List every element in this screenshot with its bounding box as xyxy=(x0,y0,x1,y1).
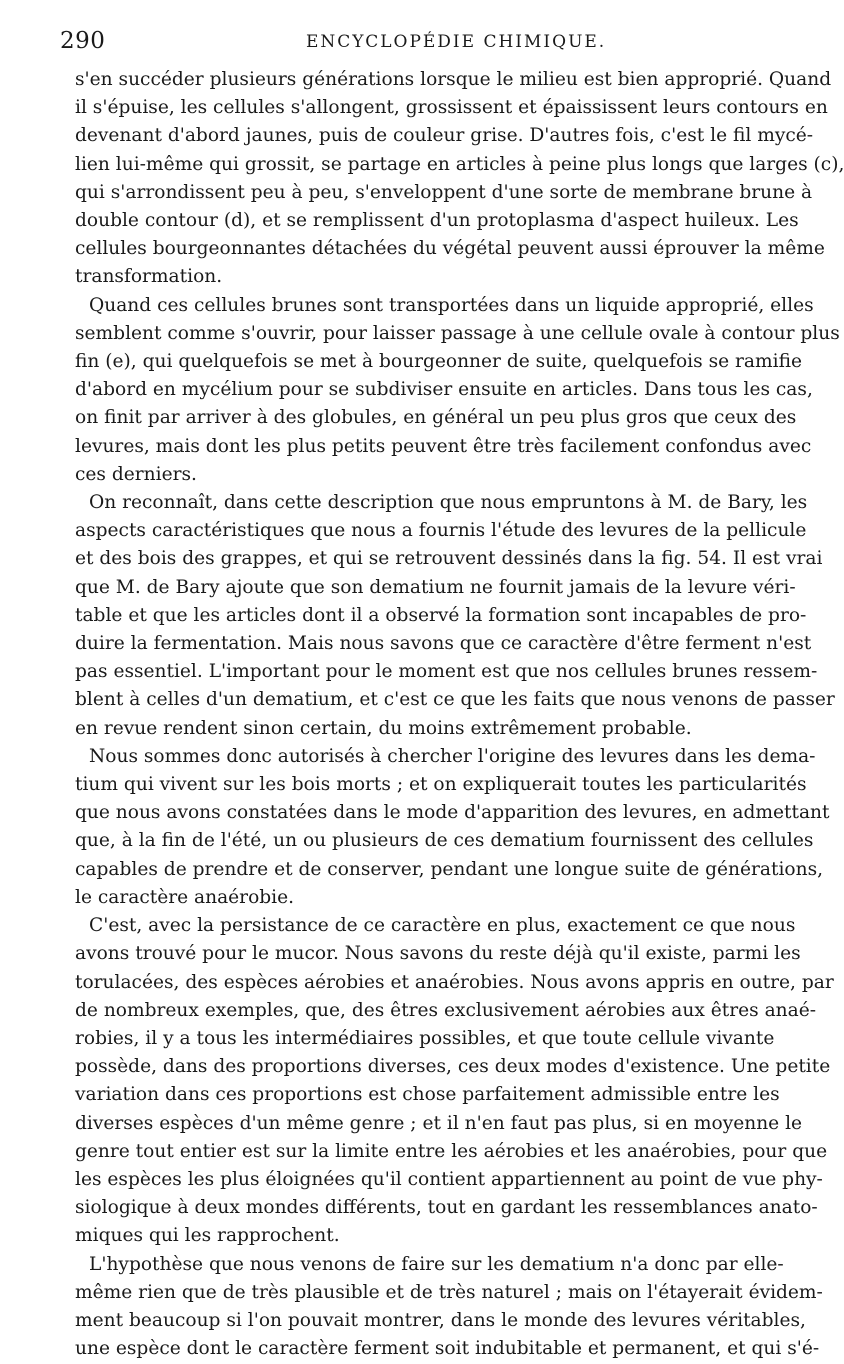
page-number: 290 xyxy=(60,28,106,54)
text-line: cellules bourgeonnantes détachées du végétal peuvent aussi éprouver la même xyxy=(75,238,825,260)
text-line: levures, mais dont les plus petits peuvent être très facilement confondus avec xyxy=(75,435,812,457)
text-line: Quand ces cellules brunes sont transportées dans un liquide approprié, elles xyxy=(89,294,814,316)
text-line: miques qui les rapprochent. xyxy=(75,1225,340,1247)
text-line: en revue rendent sinon certain, du moins extrêmement probable. xyxy=(75,717,692,739)
text-line: blent à celles d'un dematium, et c'est ce que les faits que nous venons de passer xyxy=(75,689,835,711)
text-line: qui s'arrondissent peu à peu, s'enveloppent d'une sorte de membrane brune à xyxy=(75,181,813,203)
running-title: ENCYCLOPÉDIE CHIMIQUE. xyxy=(306,32,607,52)
text-line: s'en succéder plusieurs générations lorsque le milieu est bien approprié. Quand xyxy=(75,69,832,90)
text-line: semblent comme s'ouvrir, pour laisser passage à une cellule ovale à contour plus xyxy=(75,322,840,344)
text-line: siologique à deux mondes différents, tout en gardant les ressemblances anato- xyxy=(75,1197,818,1219)
text-line: que, à la fin de l'été, un ou plusieurs de ces dematium fournissent des cellules xyxy=(75,830,814,852)
body-text xyxy=(75,66,844,1363)
text-line: de nombreux exemples, que, des êtres exclusivement aérobies aux êtres anaé- xyxy=(75,999,817,1021)
text-line: Nous sommes donc autorisés à chercher l'origine des levures dans les dema- xyxy=(89,745,816,767)
text-line: duire la fermentation. Mais nous savons que ce caractère d'être ferment n'est xyxy=(75,633,812,655)
text-line: il s'épuise, les cellules s'allongent, grossissent et épaississent leurs contours en xyxy=(75,97,828,119)
text-line: On reconnaît, dans cette description que nous empruntons à M. de Bary, les xyxy=(89,492,808,514)
text-line: diverses espèces d'un même genre ; et il n'en faut pas plus, si en moyenne le xyxy=(75,1112,803,1134)
text-line: table et que les articles dont il a observé la formation sont incapables de pro- xyxy=(75,604,807,626)
text-line: avons trouvé pour le mucor. Nous savons du reste déjà qu'il existe, parmi les xyxy=(75,943,801,965)
text-line: double contour (d), et se remplissent d'un protoplasma d'aspect huileux. Les xyxy=(75,210,799,232)
text-line: une espèce dont le caractère ferment soit indubitable et permanent, et qui s'é- xyxy=(75,1338,820,1360)
text-line: variation dans ces proportions est chose parfaitement admissible entre les xyxy=(75,1084,780,1106)
text-line: L'hypothèse que nous venons de faire sur les dematium n'a donc par elle- xyxy=(89,1253,784,1275)
text-line: transformation. xyxy=(75,266,223,288)
text-line: aspects caractéristiques que nous a fournis l'étude des levures de la pellicule xyxy=(75,520,807,542)
text-line: robies, il y a tous les intermédiaires possibles, et que toute cellule vivante xyxy=(75,1027,775,1049)
text-line: fin (e), qui quelquefois se met à bourgeonner de suite, quelquefois se ramifie xyxy=(75,351,802,373)
text-line: genre tout entier est sur la limite entre les aérobies et les anaérobies, pour que xyxy=(75,1140,828,1162)
text-line: capables de prendre et de conserver, pendant une longue suite de générations, xyxy=(75,858,824,880)
text-line: tium qui vivent sur les bois morts ; et on expliquerait toutes les particularités xyxy=(75,774,807,796)
text-line: que nous avons constatées dans le mode d'apparition des levures, en admettant xyxy=(75,802,830,824)
text-line: ces derniers. xyxy=(75,463,197,485)
text-line: que M. de Bary ajoute que son dematium ne fournit jamais de la levure véri- xyxy=(75,576,796,598)
text-line: le caractère anaérobie. xyxy=(75,886,295,908)
text-line: et des bois des grappes, et qui se retrouvent dessinés dans la fig. 54. Il est vrai xyxy=(75,548,823,570)
text-line: possède, dans des proportions diverses, ces deux modes d'existence. Une petite xyxy=(75,1056,831,1078)
text-line: torulacées, des espèces aérobies et anaérobies. Nous avons appris en outre, par xyxy=(75,971,834,993)
text-line: C'est, avec la persistance de ce caractère en plus, exactement ce que nous xyxy=(89,915,796,937)
text-line: les espèces les plus éloignées qu'il contient appartiennent au point de vue phy- xyxy=(75,1168,823,1190)
text-line: on finit par arriver à des globules, en général un peu plus gros que ceux des xyxy=(75,407,797,429)
page-header xyxy=(60,28,784,62)
text-line: même rien que de très plausible et de très naturel ; mais on l'étayerait évidem- xyxy=(75,1281,823,1303)
text-line: pas essentiel. L'important pour le moment est que nos cellules brunes ressem- xyxy=(75,661,818,683)
text-line: d'abord en mycélium pour se subdiviser ensuite en articles. Dans tous les cas, xyxy=(75,379,813,401)
text-line: ment beaucoup si l'on pouvait montrer, dans le monde des levures véritables, xyxy=(75,1309,806,1331)
text-line: devenant d'abord jaunes, puis de couleur grise. D'autres fois, c'est le fil mycé- xyxy=(75,125,814,147)
text-line: lien lui-même qui grossit, se partage en articles à peine plus longs que larges (c), xyxy=(75,153,844,175)
